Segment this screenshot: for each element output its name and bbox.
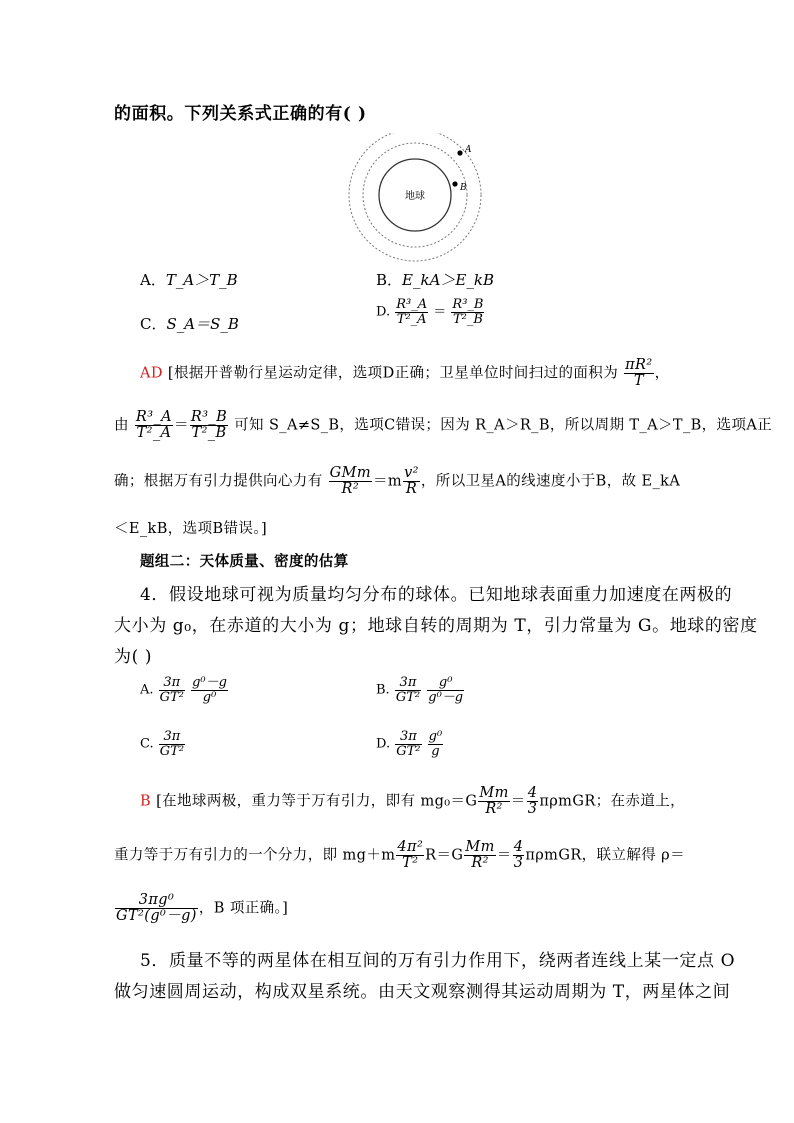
q3-answer-line1: AD [根据开普勒行星运动定律，选项D正确；卫星单位时间扫过的面积为 $\frac{\text{πR²}}{T}$ ， <box>140 357 670 390</box>
q4-line3: 为( ) <box>114 647 153 667</box>
q4-option-b: B. $\frac{3\pi}{\text{GT²}}$ $\frac{\text{g⁰}}{\text{g⁰－g}}$ <box>376 675 464 705</box>
q3-option-a: A．T_A＞T_B <box>140 271 238 289</box>
q3-option-c: C．S_A＝S_B <box>140 315 239 333</box>
q5-line1: 5．质量不等的两星体在相互间的万有引力作用下，绕两者连线上某一定点 O <box>140 951 736 971</box>
q3-answer-line4: ＜E_kB，选项B错误。] <box>114 521 268 537</box>
satellite-b <box>452 181 457 186</box>
orbit-diagram <box>340 133 490 263</box>
q5-line2: 做匀速圆周运动，构成双星系统。由天文观察测得其运动周期为 T，两星体之间 <box>114 982 731 1002</box>
q4-line1: 4．假设地球可视为质量均匀分布的球体。已知地球表面重力加速度在两极的 <box>140 585 733 605</box>
q4-option-a: A. $\frac{3\pi}{\text{GT²}}$ $\frac{\text{g⁰－g}}{\text{g⁰}}$ <box>140 675 227 705</box>
q4-option-d: D. $\frac{3\pi}{\text{GT²}}$ $\frac{\text{g⁰}}{g}$ <box>376 729 443 759</box>
q3-answer-line3: 确；根据万有引力提供向心力有 $\frac{\text{GMm}}{\text{R²}}$ ＝m $\frac{\text{v²}}{R}$ ，所以卫星A的线速度小于B，故 E_kA <box>114 465 681 498</box>
q3-option-b: B．E_kA＞E_kB <box>376 271 494 289</box>
q4-option-c: C. $\frac{3\pi}{\text{GT²}}$ <box>140 729 185 759</box>
q4-answer-line3: $\frac{\text{3πg⁰}}{\text{GT²(g⁰－g)}}$ ，B 项正确。] <box>116 892 289 925</box>
q4-answer-line1: B [在地球两极，重力等于万有引力，即有 mg₀＝G $\frac{Mm}{\text{R²}}$ ＝ $\frac{4}{3}$ πρmGR；在赤道上， <box>140 785 686 818</box>
q3-option-d: D. $\frac{\text{R³\_A}}{\text{T²\_A}}$ ＝ $\frac{\text{R³\_B}}{\text{T²\_B}}$ <box>376 297 484 327</box>
satellite-a-label: A <box>465 145 472 155</box>
q4-answer-line2: 重力等于万有引力的一个分力，即 mg＋m $\frac{\text{4π²}}{\text{T²}}$ R＝G $\frac{Mm}{\text{R²}}$ ＝ $\frac{4}{3}$ πρmGR，联立解得 ρ＝ <box>114 839 685 872</box>
q3-option-c-expr: S_A＝S_B <box>166 315 239 333</box>
q3-option-b-expr: E_kA＞E_kB <box>402 271 494 289</box>
q3-answer-line2: 由 $\frac{\text{R³\_A}}{\text{T²\_A}}$ ＝ $\frac{\text{R³\_B}}{\text{T²\_B}}$ 可知 S_A≠S_B，选项C错误；因为 R_A＞R_B，所以周期 T_A＞T_B，选项A正 <box>114 409 773 442</box>
q4-answer-key: B <box>140 793 152 810</box>
q3-option-a-expr: T_A＞T_B <box>165 271 238 289</box>
q4-line2: 大小为 g₀，在赤道的大小为 g；地球自转的周期为 T，引力常量为 G。地球的密度 <box>114 616 758 636</box>
q3-answer-key: AD <box>140 365 163 382</box>
satellite-a <box>457 150 462 155</box>
section-title: 题组二：天体质量、密度的估算 <box>140 553 349 570</box>
intro-line: 的面积。下列关系式正确的有( ) <box>114 104 367 124</box>
earth-label: 地球 <box>405 191 425 202</box>
satellite-b-label: B <box>460 183 467 193</box>
